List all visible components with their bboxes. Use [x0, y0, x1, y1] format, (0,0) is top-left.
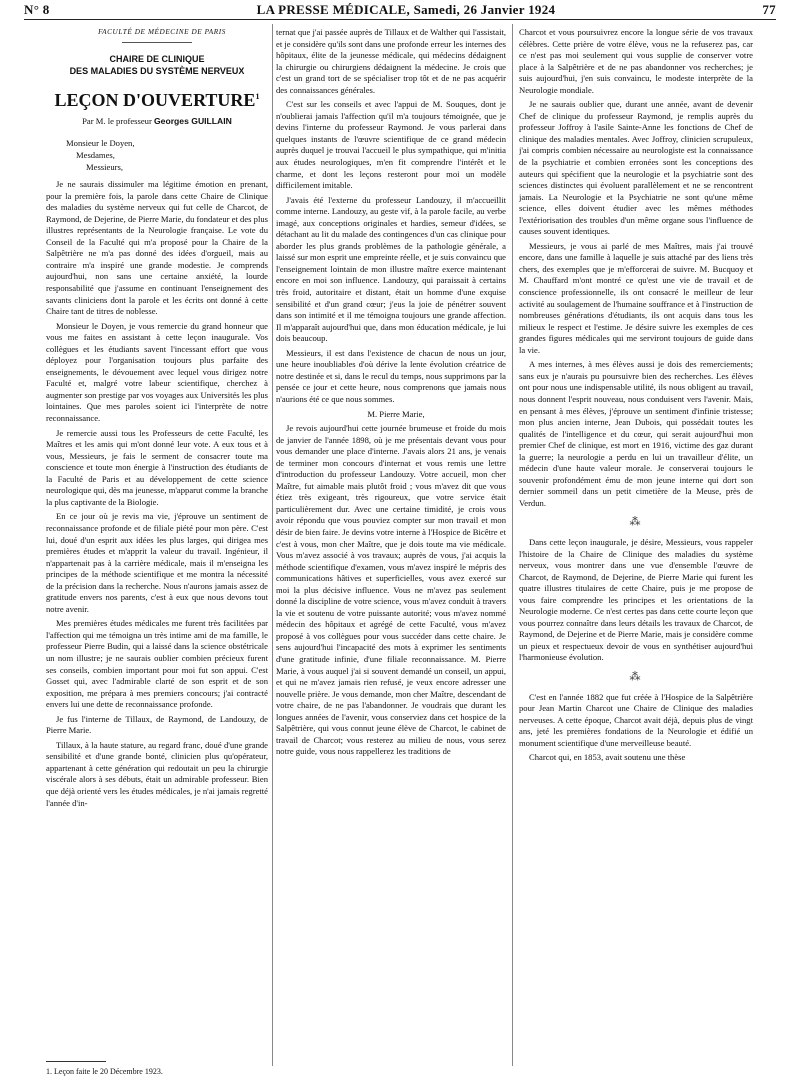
paragraph: Dans cette leçon inaugurale, je désire, Messieurs, vous rappeler l'histoire de la Chaire de Clinique des maladies du système nerveux, vous montrer dans une vue d'ensemble l'œuvre de Charcot, de Raymond, de Dejerine, de Pierre Marie qui furent les quatre illustres titulaires de cette Chaire, puis je me propose de vous faire comprendre les principes et les orientations de la Neurologie moderne. Ce n'est certes pas dans cette courte leçon que vous pourrez connaître dans leurs détails les travaux de Charcot, de Raymond, de Dejerine et de Pierre Marie, mais je considère comme un pieux et respectueux devoir de vous en synthétiser aujourd'hui l'harmonieuse évolution.: [519, 536, 753, 663]
article-title: [46, 87, 268, 110]
section-ornament: ⁂: [629, 670, 643, 683]
paragraph: ternat que j'ai passée auprès de Tillaux et de Walther qui l'assistait, et je considère qu'ils sont dans une profonde erreur les internes des hôpitaux, élite de la jeunesse médicale, qui médecins dédaignent la chirurgie ou chirurgiens dédaignent la médecine. Je crois que c'est un grand tort de se spécialiser trop tôt et de ne pas acquérir des connaissances générales.: [276, 27, 506, 95]
header-rule: [24, 19, 776, 20]
paragraph: Charcot et vous poursuivrez encore la longue série de vos travaux célèbres. Cette prière de votre élève, vous ne la refuserez pas, car ce n'est pas moi seulement qui vous supplie de conserver votre place à la Salpêtrière et de ne pas abandonner vos recherches; je suis aujourd'hui, j'en suis convaincu, le modeste interprète de la Neurologie mondiale.: [519, 27, 753, 95]
author-line: [46, 116, 268, 128]
salutation-line: Mesdames,: [76, 150, 115, 161]
paragraph: Monsieur le Doyen, je vous remercie du grand honneur que vous me faites en assistant à cette leçon inaugurale. Vos collègues et les étudiants savent l'incessant effort que vous déployez pour l'organisation toujours plus parfaite des enseignements, le dévouement avec lequel vous dirigez notre Faculté et, malgré votre labeur scientifique, cherchez à augmenter son prestige par vos voyages aux Universités les plus lointaines. Que mes paroles soient ici l'interprète de notre reconnaissance.: [46, 320, 268, 424]
paragraph: A mes internes, à mes élèves aussi je dois des remerciements; sans eux je n'aurais pu poursuivre bien des recherches. Les élèves ont pour nous une indispensable utilité, ils nous obligent au travail, nous donnent l'esprit nouveau, nous conduisent vers l'avenir. Mais, en pensant à mes élèves, j'éprouve un sentiment d'infinie tristesse; mon plus ancien interne, Jean Dubois, qui possédait toutes les qualités de l'intelligence et du cœur, qui serait aujourd'hui mon premier Chef de clinique, est mort en 1916, victime des gaz durant la guerre; la neurologie a perdu en lui un travailleur d'élite, un médecin d'une haute valeur morale. Je conserverai toujours le souvenir profondément ému de mon jeune interne qui dort son dernier sommeil dans un petit cimetière de la Meuse, près de Verdun.: [519, 359, 753, 508]
issue-number: N° 8: [24, 2, 50, 17]
paragraph: Je fus l'interne de Tillaux, de Raymond, de Landouzy, de Pierre Marie.: [46, 713, 268, 736]
paragraph: Je ne saurais dissimuler ma légitime émotion en prenant, pour la première fois, la parole dans cette Chaire de Clinique des maladies du système nerveux qui fut celle de Charcot, de Raymond, de Dejerine, de Pierre Marie, du fondateur et des plus illustres représentants de la Neurologie française. Le vote du Conseil de la Faculté qui m'a proposé pour la Chaire de la Salpêtrière ne m'a pas donné des idées d'orgueil, mais au contraire m'a inspiré une grande modestie. Je comprends aujourd'hui, non sans une certaine anxiété, la lourde responsabilité que j'assume en continuant l'enseignement des savants cliniciens dont la parole et les écrits ont donné à cette Chaire tant de titres de noblesse.: [46, 179, 268, 317]
chaire-line-1: CHAIRE DE CLINIQUE: [109, 53, 205, 64]
chaire-heading: [46, 53, 268, 77]
paragraph: Messieurs, il est dans l'existence de chacun de nous un jour, une heure inoubliables d'où dérive la lente évolution créatrice de notre destinée et si, dans le recul du temps, nous supprimons par la pensée ce jour et cette heure, nous comprenons que jamais nous n'aurions été ce que nous sommes.: [276, 347, 506, 404]
faculty-line: FACULTÉ DE MÉDECINE DE PARIS: [98, 28, 226, 36]
footnote-marker: 1: [255, 91, 260, 101]
column-1: [46, 27, 268, 1060]
column-3: [519, 27, 753, 1066]
column-divider: [272, 24, 273, 1066]
author-prefix: Par M. le professeur: [82, 115, 152, 126]
paragraph: Charcot qui, en 1853, avait soutenu une thèse: [529, 752, 686, 763]
article-title-text: LEÇON D'OUVERTURE: [54, 89, 256, 110]
footnote: 1. Leçon faite le 20 Décembre 1923.: [46, 1067, 163, 1076]
paragraph: Tillaux, à la haute stature, au regard franc, doué d'une grande sensibilité et d'une grande bonté, clinicien plus qu'opérateur, appartenant à cette génération qui redoutait un peu la chirurgie viscérale alors à ses débuts, était un admirable professeur. Bien que déjà orienté vers les études médicales, je n'ai jamais regretté l'année d'in-: [46, 739, 268, 808]
paragraph: Je ne saurais oublier que, durant une année, avant de devenir Chef de clinique du professeur Raymond, je remplis auprès du professeur Joffroy à l'asile Sainte-Anne les fonctions de Chef de clinique des maladies mentales. Avec Joffroy, clinicien scrupuleux, j'ai compris combien nécessaire au neurologiste est la connaissance de la psychiatrie et combien erronées sont les conceptions des auteurs qui spécifient que la neurologie et la psychiatrie sont des sciences distinctes qui évoluent parallèlement et ne se rencontrent jamais. La Neurologie et la Psychiatrie ne sont qu'une même science, elles doivent étudier avec les mêmes méthodes l'extériorisation des troubles d'un même organe sous l'influence de causes souvent identiques.: [519, 99, 753, 237]
paragraph: Je remercie aussi tous les Professeurs de cette Faculté, les Maîtres et les amis qui m'ont donné leur vote. A eux tous et à vous, Messieurs, je fais le serment de consacrer toute ma conscience et toute mon énergie à l'instruction des étudiants de la Faculté de Paris et au développement de cette science neurologique qui, dès ma jeunesse, m'apparut comme la branche la plus captivante de la Biologie.: [46, 427, 268, 507]
address-heading: M. Pierre Marie,: [367, 408, 425, 419]
column-divider: [512, 24, 513, 1066]
page-header: [24, 0, 776, 18]
faculty-rule: [122, 42, 192, 43]
page-number: 77: [762, 2, 776, 17]
paragraph: Mes premières études médicales me furent très facilitées par l'affection qui me témoigna un très intime ami de ma famille, le professeur Pierre Budin, qui a laissé dans la science obstétricale un nom illustre; je ne saurais oublier combien précieux furent ses conseils, combien important pour moi fut son appui. C'est Gosset qui, avec l'admirable clarté de son esprit et de son exposition, me prépara à mes premiers concours; j'ai contracté envers lui une dette de reconnaissance profonde.: [46, 618, 268, 710]
salutation: [66, 137, 268, 173]
paragraph: Messieurs, je vous ai parlé de mes Maîtres, mais j'ai trouvé encore, dans une famille à laquelle je suis attaché par des liens très chers, des exemples que je m'efforcerai de suivre. M. Bucquoy et M. Chauffard m'ont montré ce qu'est une vie de travail et de conscience professionnelle, ils ont consacré le meilleur de leur activité au soulagement de l'humaine souffrance et à l'instruction de nombreuses générations d'étudiants, ils ont acquis dans tous les milieux le respect et l'estime. Je désire suivre les exemples de ces grandes figures médicales qui me serviront toujours de guide dans la vie.: [519, 240, 753, 355]
paragraph: En ce jour où je revis ma vie, j'éprouve un sentiment de reconnaissance profonde et de filiale piété pour mon père. C'est lui, doué d'un esprit aux idées les plus larges, qui dirigea mes premières études et m'apprit la valeur du travail. Ingénieur, il n'appartenait pas à la carrière médicale, mais il m'enseigna les principes de la méthode scientifique et me montra la nécessité de la précision dans la recherche. Nous n'aurons jamais assez de gratitude envers nos parents, c'est à eux que nous devons tout notre avenir.: [46, 511, 268, 614]
section-ornament: ⁂: [629, 516, 643, 529]
author-name: Georges GUILLAIN: [154, 115, 232, 126]
paragraph: Je revois aujourd'hui cette journée brumeuse et froide du mois de janvier de l'année 1898, où je me présentais devant vous pour vous demander une place d'interne. J'avais alors 21 ans, je venais de terminer mon concours d'internat et vous remis une lettre d'introduction du professeur Landouzy. Votre accueil, mon cher Maître, fut aimable mais plutôt froid ; vous m'avez dit que vous étiez très exigeant, très rigoureux, que votre service était particulièrement dur. Avec une certaine timidité, je crois vous avoir répondu que vous pouviez compter sur mon travail et mon désir de bien faire. Je devins votre interne à l'Hospice de Bicêtre et c'est à vous, mon cher Maître, que je dois toute ma vie médicale. Vous m'avez associé à vos travaux; auprès de vous, j'ai acquis la méthode scientifique d'examen, vous m'avez inspiré le mépris des communications hâtives et superficielles, vous avez exercé sur moi la plus décisive influence. Vous ne m'avez pas seulement donné la discipline de votre science, vous m'avez conduit à travers la vie et soutenu de votre puissante autorité; vous m'avez nommé médecin des hôpitaux et agrégé de cette Faculté, vous m'avez proposé à vos collègues pour vous succéder dans cette chaire. Je sens aujourd'hui l'incapacité des mots à exprimer les sentiments d'une gratitude infinie, d'une filiale reconnaissance. M. Pierre Marie, à vous auquel j'ai si souvent demandé un conseil, un appui, et qui ne m'avez jamais rien refusé, je veux encore adresser une nouvelle prière. Je vous demande, mon cher Maître, descendant de votre chaire, de ne pas l'abandonner. Je voudrais que durant les longues années de l'avenir, vous conserviez dans cet hospice de la Salpêtrière, qui vous connut jeune élève de Charcot, le cabinet de travail de Charcot; vous resterez au milieu de nous, vous serez notre guide, vous nous rappellerez les traditions de: [276, 423, 506, 757]
paragraph: C'est sur les conseils et avec l'appui de M. Souques, dont je n'oublierai jamais l'affection qu'il m'a toujours témoignée, que je devins l'interne du professeur Raymond. Je vous parlerai dans quelques instants de l'œuvre scientifique de ce grand médecin auprès duquel je trouvai l'accueil le plus sympathique, qui m'initia aux études neurologiques, m'en fit comprendre l'intérêt et le charme, et dont les leçons resteront pour moi un modèle difficilement imitable.: [276, 99, 506, 191]
paragraph: J'avais été l'externe du professeur Landouzy, il m'accueillit comme interne. Landouzy, au geste vif, à la parole facile, au verbe imagé, aux conceptions originales et hardies, semeur d'idées, se détachant au lit du malade des contingences d'un cas clinique pour aborder les plus grands problèmes de la pathologie générale, a laissé sur mon esprit une empreinte réelle, et je suis convaincu que l'enseignement lointain de mon illustre maître exerce maintenant encore en moi son influence. Landouzy, qui paraissait à certains très froid, autoritaire et distant, était un homme d'une exquise sensibilité et d'un grand cœur; j'eus la joie de pénétrer souvent dans son intimité et il me témoigna toujours une grande affection. Il m'apparaît aujourd'hui que, dans mon éducation médicale, je lui dois beaucoup.: [276, 194, 506, 344]
paragraph: C'est en l'année 1882 que fut créée à l'Hospice de la Salpêtrière pour Jean Martin Charcot une Chaire de Clinique des maladies nerveuses. A cette époque, Charcot avait déjà, depuis plus de vingt ans, jeté les premières fondations de la Neurologie et édifié un monument scientifique d'une merveilleuse beauté.: [519, 691, 753, 748]
column-2: [276, 27, 506, 1066]
footnote-rule: [46, 1061, 106, 1062]
salutation-line: Messieurs,: [86, 162, 123, 173]
chaire-line-2: DES MALADIES DU SYSTÈME NERVEUX: [69, 65, 245, 76]
salutation-line: Monsieur le Doyen,: [66, 138, 135, 149]
newspaper-title: LA PRESSE MÉDICALE, Samedi, 26 Janvier 1924: [256, 2, 556, 17]
